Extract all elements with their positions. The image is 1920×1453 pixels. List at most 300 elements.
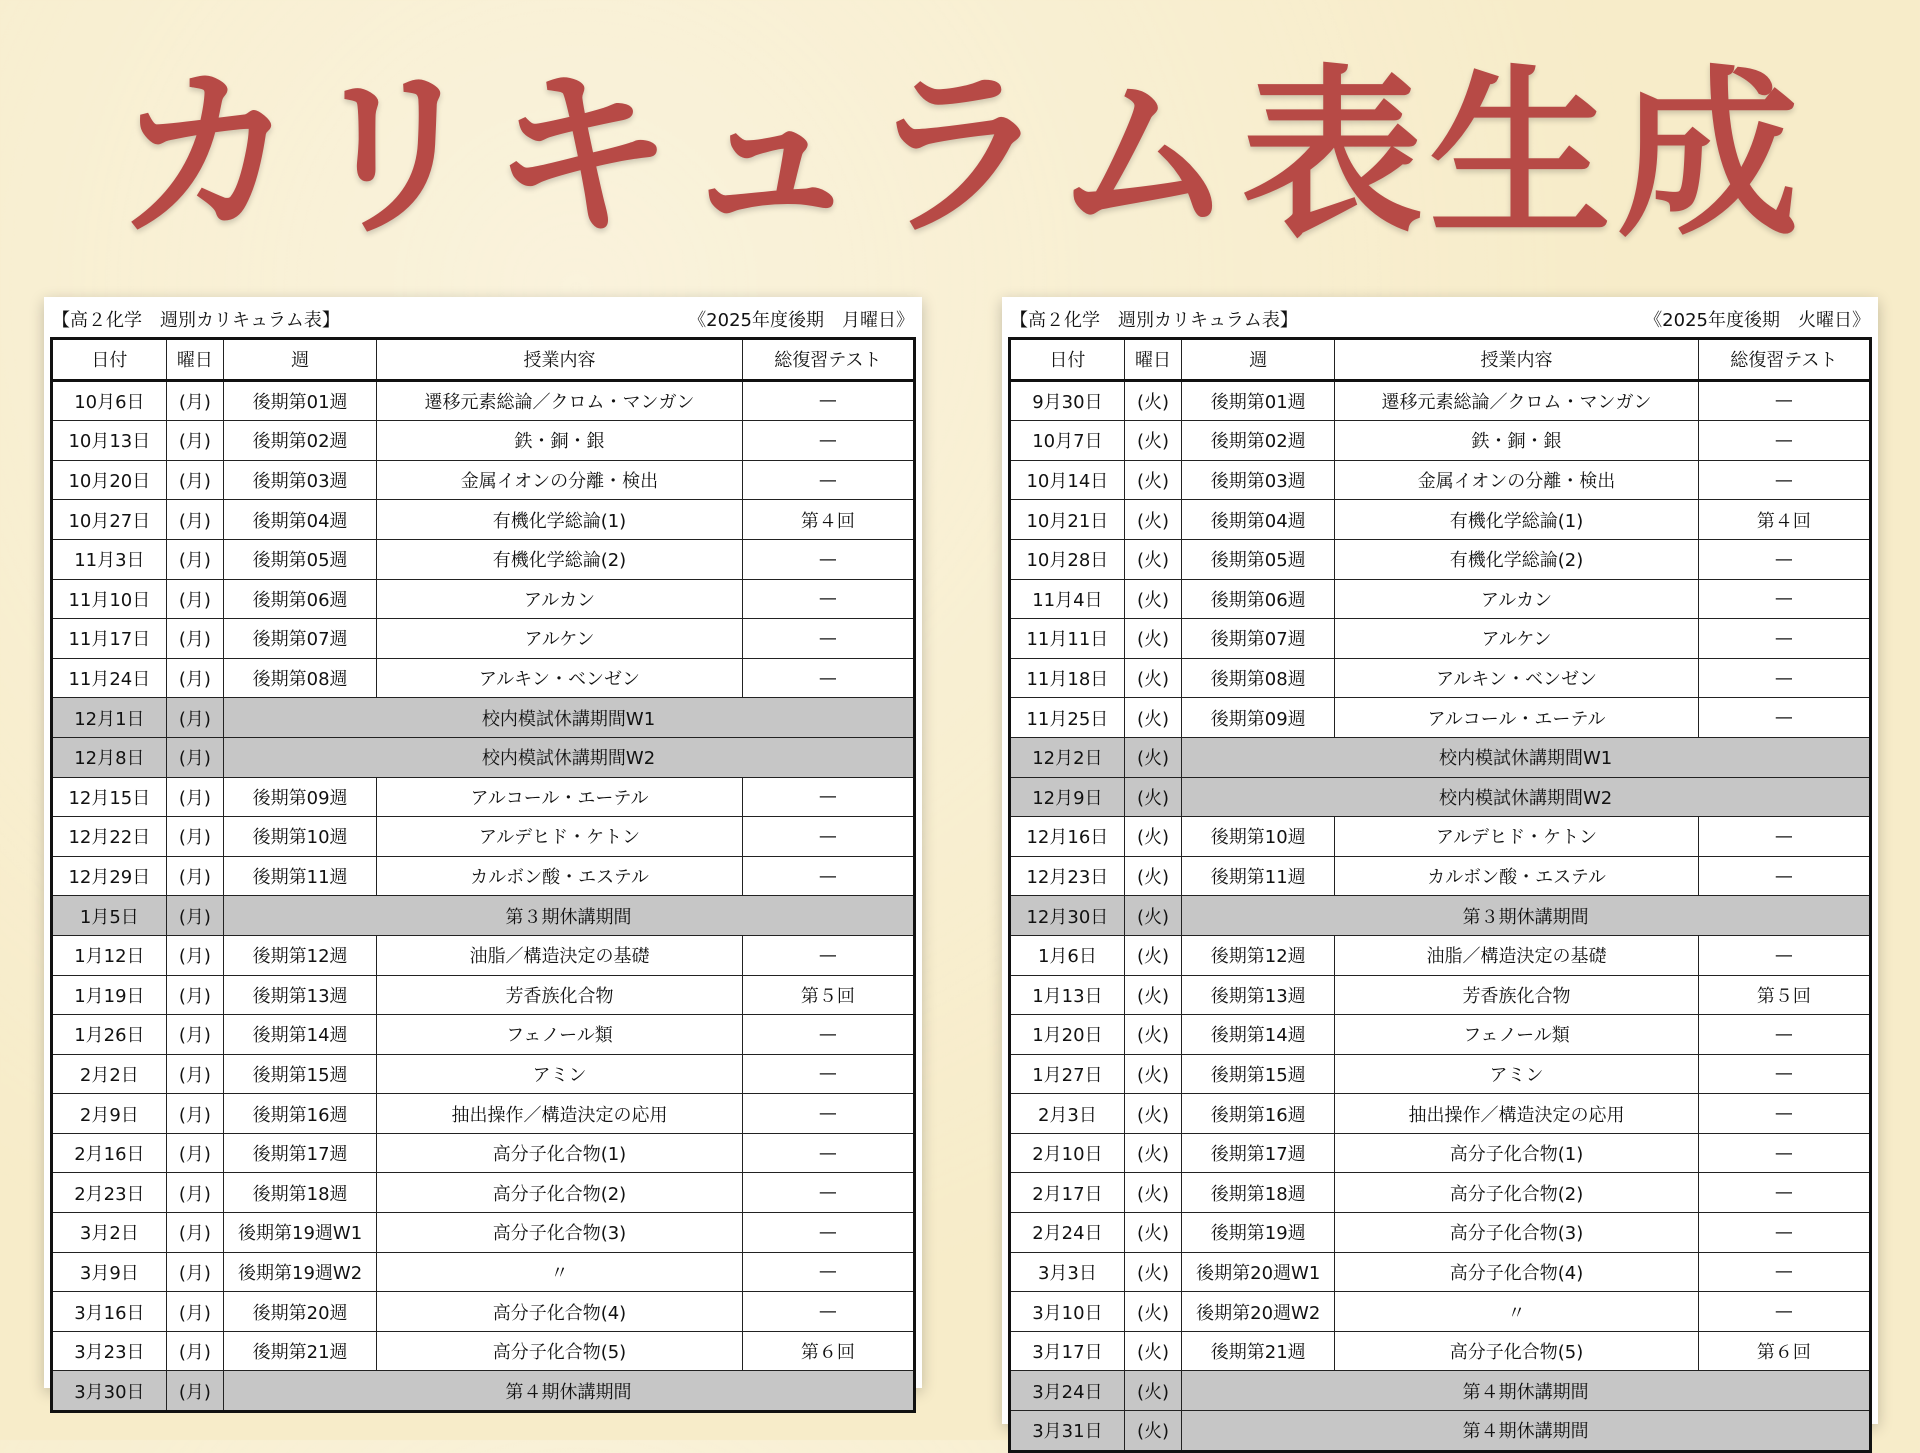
test-cell: —: [742, 579, 914, 619]
day-cell: (火): [1124, 856, 1181, 896]
test-cell: —: [742, 1252, 914, 1292]
test-cell: —: [742, 1015, 914, 1055]
test-cell: —: [742, 539, 914, 579]
content-cell: 遷移元素総論／クロム・マンガン: [377, 380, 743, 421]
break-cell: 校内模試休講期間W2: [224, 737, 915, 777]
table-body: [1010, 380, 1871, 1451]
break-row: [1010, 896, 1871, 936]
week-cell: 後期第19週W1: [224, 1213, 377, 1253]
test-cell: —: [742, 1292, 914, 1332]
date-cell: 3月10日: [1010, 1292, 1125, 1332]
break-cell: 第４期休講期間: [224, 1371, 915, 1412]
date-cell: 1月5日: [52, 896, 167, 936]
date-cell: 3月9日: [52, 1252, 167, 1292]
content-cell: 高分子化合物(3): [377, 1213, 743, 1253]
week-cell: 後期第18週: [1182, 1173, 1335, 1213]
table-row: [52, 1094, 915, 1134]
content-cell: アルキン・ベンゼン: [377, 658, 743, 698]
day-cell: (火): [1124, 1292, 1181, 1332]
break-row: [52, 896, 915, 936]
table-row: [52, 1331, 915, 1371]
day-cell: (月): [166, 579, 223, 619]
break-row: [1010, 777, 1871, 817]
table-row: [52, 539, 915, 579]
date-cell: 3月2日: [52, 1213, 167, 1253]
date-cell: 3月24日: [1010, 1371, 1125, 1411]
test-cell: —: [1698, 658, 1870, 698]
day-cell: (火): [1124, 658, 1181, 698]
week-cell: 後期第15週: [1182, 1054, 1335, 1094]
date-cell: 12月9日: [1010, 777, 1125, 817]
table-row: [1010, 1054, 1871, 1094]
table-row: [1010, 658, 1871, 698]
day-cell: (火): [1124, 421, 1181, 461]
content-cell: 油脂／構造決定の基礎: [377, 935, 743, 975]
panel-term: 《2025年度後期 火曜日》: [1644, 310, 1870, 331]
test-cell: —: [1698, 1173, 1870, 1213]
date-cell: 3月23日: [52, 1331, 167, 1371]
day-cell: (月): [166, 1173, 223, 1213]
panel-caption: 【高２化学 週別カリキュラム表】: [52, 310, 340, 331]
table-row: [1010, 579, 1871, 619]
day-cell: (月): [166, 1371, 223, 1412]
content-cell: アルカン: [1335, 579, 1699, 619]
date-cell: 12月15日: [52, 777, 167, 817]
day-cell: (月): [166, 935, 223, 975]
curriculum-table-monday: [50, 337, 916, 1413]
table-row: [52, 1054, 915, 1094]
table-row: [1010, 935, 1871, 975]
table-row: [52, 1173, 915, 1213]
test-cell: —: [1698, 1252, 1870, 1292]
day-cell: (火): [1124, 1054, 1181, 1094]
week-cell: 後期第01週: [1182, 380, 1335, 421]
break-cell: 第４期休講期間: [1182, 1411, 1871, 1452]
day-cell: (月): [166, 460, 223, 500]
content-cell: 有機化学総論(1): [377, 500, 743, 540]
day-cell: (月): [166, 1133, 223, 1173]
break-cell: 第３期休講期間: [224, 896, 915, 936]
day-cell: (火): [1124, 579, 1181, 619]
week-cell: 後期第05週: [1182, 539, 1335, 579]
date-cell: 3月31日: [1010, 1411, 1125, 1452]
week-cell: 後期第19週: [1182, 1213, 1335, 1253]
day-cell: (月): [166, 658, 223, 698]
week-cell: 後期第10週: [1182, 817, 1335, 857]
content-cell: 金属イオンの分離・検出: [377, 460, 743, 500]
week-cell: 後期第17週: [224, 1133, 377, 1173]
test-cell: —: [1698, 698, 1870, 738]
week-cell: 後期第11週: [1182, 856, 1335, 896]
content-cell: 高分子化合物(5): [377, 1331, 743, 1371]
test-cell: 第５回: [742, 975, 914, 1015]
date-cell: 2月24日: [1010, 1213, 1125, 1253]
day-cell: (月): [166, 1252, 223, 1292]
date-cell: 11月11日: [1010, 619, 1125, 659]
content-cell: アルキン・ベンゼン: [1335, 658, 1699, 698]
content-cell: フェノール類: [1335, 1015, 1699, 1055]
table-row: [52, 500, 915, 540]
date-cell: 11月25日: [1010, 698, 1125, 738]
date-cell: 10月6日: [52, 380, 167, 421]
date-cell: 10月28日: [1010, 539, 1125, 579]
date-cell: 11月4日: [1010, 579, 1125, 619]
week-cell: 後期第04週: [224, 500, 377, 540]
week-cell: 後期第06週: [224, 579, 377, 619]
col-header-day: 曜日: [166, 339, 223, 381]
table-row: [1010, 1015, 1871, 1055]
date-cell: 2月10日: [1010, 1133, 1125, 1173]
date-cell: 12月2日: [1010, 737, 1125, 777]
day-cell: (火): [1124, 935, 1181, 975]
table-row: [52, 1015, 915, 1055]
day-cell: (火): [1124, 1371, 1181, 1411]
week-cell: 後期第14週: [1182, 1015, 1335, 1055]
content-cell: 高分子化合物(2): [377, 1173, 743, 1213]
col-header-date: 日付: [1010, 339, 1125, 381]
date-cell: 2月3日: [1010, 1094, 1125, 1134]
day-cell: (火): [1124, 817, 1181, 857]
week-cell: 後期第20週W1: [1182, 1252, 1335, 1292]
week-cell: 後期第05週: [224, 539, 377, 579]
content-cell: アルデヒド・ケトン: [1335, 817, 1699, 857]
day-cell: (火): [1124, 1094, 1181, 1134]
break-row: [1010, 1371, 1871, 1411]
date-cell: 11月18日: [1010, 658, 1125, 698]
content-cell: アミン: [1335, 1054, 1699, 1094]
date-cell: 3月16日: [52, 1292, 167, 1332]
table-body: [52, 380, 915, 1411]
col-header-week: 週: [1182, 339, 1335, 381]
date-cell: 1月6日: [1010, 935, 1125, 975]
test-cell: —: [742, 460, 914, 500]
table-row: [52, 975, 915, 1015]
date-cell: 2月9日: [52, 1094, 167, 1134]
date-cell: 10月27日: [52, 500, 167, 540]
table-row: [1010, 1133, 1871, 1173]
test-cell: —: [742, 1173, 914, 1213]
test-cell: —: [1698, 539, 1870, 579]
day-cell: (火): [1124, 1411, 1181, 1452]
table-row: [52, 380, 915, 421]
table-row: [1010, 856, 1871, 896]
date-cell: 12月30日: [1010, 896, 1125, 936]
week-cell: 後期第16週: [1182, 1094, 1335, 1134]
table-row: [1010, 539, 1871, 579]
date-cell: 12月22日: [52, 817, 167, 857]
panel-term: 《2025年度後期 月曜日》: [688, 310, 914, 331]
week-cell: 後期第21週: [224, 1331, 377, 1371]
day-cell: (月): [166, 975, 223, 1015]
test-cell: 第６回: [742, 1331, 914, 1371]
content-cell: 高分子化合物(4): [1335, 1252, 1699, 1292]
test-cell: —: [1698, 1133, 1870, 1173]
table-row: [1010, 619, 1871, 659]
day-cell: (月): [166, 1213, 223, 1253]
date-cell: 9月30日: [1010, 380, 1125, 421]
test-cell: —: [1698, 579, 1870, 619]
test-cell: 第６回: [1698, 1331, 1870, 1371]
date-cell: 11月24日: [52, 658, 167, 698]
table-row: [1010, 1173, 1871, 1213]
test-cell: —: [742, 935, 914, 975]
date-cell: 11月17日: [52, 619, 167, 659]
week-cell: 後期第08週: [224, 658, 377, 698]
test-cell: —: [742, 658, 914, 698]
col-header-week: 週: [224, 339, 377, 381]
table-row: [52, 1292, 915, 1332]
test-cell: —: [742, 1133, 914, 1173]
date-cell: 1月26日: [52, 1015, 167, 1055]
test-cell: —: [742, 619, 914, 659]
col-header-test: 総復習テスト: [1698, 339, 1870, 381]
date-cell: 2月16日: [52, 1133, 167, 1173]
date-cell: 12月1日: [52, 698, 167, 738]
test-cell: —: [1698, 460, 1870, 500]
test-cell: —: [742, 1094, 914, 1134]
day-cell: (月): [166, 500, 223, 540]
week-cell: 後期第07週: [1182, 619, 1335, 659]
test-cell: —: [742, 1213, 914, 1253]
test-cell: —: [1698, 1213, 1870, 1253]
break-cell: 校内模試休講期間W1: [1182, 737, 1871, 777]
table-header-row: [1010, 339, 1871, 381]
curriculum-panel-tuesday: [1002, 297, 1878, 1443]
table-row: [1010, 975, 1871, 1015]
week-cell: 後期第06週: [1182, 579, 1335, 619]
day-cell: (火): [1124, 539, 1181, 579]
date-cell: 1月13日: [1010, 975, 1125, 1015]
date-cell: 10月14日: [1010, 460, 1125, 500]
content-cell: 〃: [377, 1252, 743, 1292]
day-cell: (月): [166, 896, 223, 936]
day-cell: (月): [166, 619, 223, 659]
table-row: [52, 777, 915, 817]
content-cell: 有機化学総論(1): [1335, 500, 1699, 540]
test-cell: —: [742, 777, 914, 817]
test-cell: —: [1698, 856, 1870, 896]
table-row: [52, 817, 915, 857]
test-cell: —: [1698, 817, 1870, 857]
day-cell: (火): [1124, 698, 1181, 738]
test-cell: —: [1698, 1292, 1870, 1332]
week-cell: 後期第09週: [224, 777, 377, 817]
date-cell: 1月19日: [52, 975, 167, 1015]
test-cell: —: [742, 1054, 914, 1094]
break-cell: 第４期休講期間: [1182, 1371, 1871, 1411]
content-cell: 抽出操作／構造決定の応用: [377, 1094, 743, 1134]
week-cell: 後期第13週: [224, 975, 377, 1015]
date-cell: 10月7日: [1010, 421, 1125, 461]
content-cell: フェノール類: [377, 1015, 743, 1055]
content-cell: アルデヒド・ケトン: [377, 817, 743, 857]
col-header-content: 授業内容: [1335, 339, 1699, 381]
week-cell: 後期第12週: [1182, 935, 1335, 975]
content-cell: アルコール・エーテル: [377, 777, 743, 817]
table-row: [1010, 380, 1871, 421]
week-cell: 後期第01週: [224, 380, 377, 421]
table-row: [52, 658, 915, 698]
table-row: [52, 856, 915, 896]
table-header-row: [52, 339, 915, 381]
test-cell: —: [1698, 380, 1870, 421]
content-cell: 高分子化合物(4): [377, 1292, 743, 1332]
date-cell: 1月27日: [1010, 1054, 1125, 1094]
date-cell: 3月3日: [1010, 1252, 1125, 1292]
content-cell: 遷移元素総論／クロム・マンガン: [1335, 380, 1699, 421]
table-row: [52, 935, 915, 975]
day-cell: (火): [1124, 1173, 1181, 1213]
content-cell: カルボン酸・エステル: [1335, 856, 1699, 896]
day-cell: (月): [166, 856, 223, 896]
curriculum-table-tuesday: [1008, 337, 1872, 1453]
panel-header: [50, 301, 916, 337]
week-cell: 後期第21週: [1182, 1331, 1335, 1371]
week-cell: 後期第03週: [224, 460, 377, 500]
day-cell: (月): [166, 1015, 223, 1055]
table-row: [1010, 421, 1871, 461]
day-cell: (月): [166, 421, 223, 461]
week-cell: 後期第13週: [1182, 975, 1335, 1015]
test-cell: 第４回: [1698, 500, 1870, 540]
table-row: [52, 1133, 915, 1173]
panel-caption: 【高２化学 週別カリキュラム表】: [1010, 310, 1298, 331]
date-cell: 10月20日: [52, 460, 167, 500]
week-cell: 後期第18週: [224, 1173, 377, 1213]
date-cell: 12月16日: [1010, 817, 1125, 857]
week-cell: 後期第03週: [1182, 460, 1335, 500]
day-cell: (月): [166, 817, 223, 857]
col-header-test: 総復習テスト: [742, 339, 914, 381]
content-cell: 高分子化合物(1): [377, 1133, 743, 1173]
break-row: [52, 698, 915, 738]
date-cell: 1月20日: [1010, 1015, 1125, 1055]
test-cell: 第４回: [742, 500, 914, 540]
break-cell: 校内模試休講期間W1: [224, 698, 915, 738]
content-cell: 芳香族化合物: [1335, 975, 1699, 1015]
week-cell: 後期第10週: [224, 817, 377, 857]
day-cell: (火): [1124, 500, 1181, 540]
curriculum-panel-monday: [44, 297, 922, 1403]
table-row: [1010, 1213, 1871, 1253]
week-cell: 後期第20週W2: [1182, 1292, 1335, 1332]
test-cell: —: [1698, 421, 1870, 461]
content-cell: カルボン酸・エステル: [377, 856, 743, 896]
day-cell: (火): [1124, 777, 1181, 817]
table-row: [52, 1213, 915, 1253]
table-row: [52, 619, 915, 659]
test-cell: —: [742, 856, 914, 896]
table-row: [1010, 1292, 1871, 1332]
content-cell: アルケン: [1335, 619, 1699, 659]
col-header-day: 曜日: [1124, 339, 1181, 381]
table-row: [1010, 500, 1871, 540]
date-cell: 2月17日: [1010, 1173, 1125, 1213]
test-cell: —: [742, 817, 914, 857]
date-cell: 2月2日: [52, 1054, 167, 1094]
break-row: [1010, 737, 1871, 777]
table-row: [1010, 1252, 1871, 1292]
table-row: [1010, 460, 1871, 500]
week-cell: 後期第04週: [1182, 500, 1335, 540]
week-cell: 後期第17週: [1182, 1133, 1335, 1173]
date-cell: 12月29日: [52, 856, 167, 896]
week-cell: 後期第12週: [224, 935, 377, 975]
date-cell: 12月8日: [52, 737, 167, 777]
content-cell: アミン: [377, 1054, 743, 1094]
week-cell: 後期第20週: [224, 1292, 377, 1332]
break-row: [52, 737, 915, 777]
day-cell: (月): [166, 698, 223, 738]
test-cell: —: [1698, 1054, 1870, 1094]
content-cell: 有機化学総論(2): [377, 539, 743, 579]
day-cell: (火): [1124, 619, 1181, 659]
content-cell: 高分子化合物(3): [1335, 1213, 1699, 1253]
content-cell: 油脂／構造決定の基礎: [1335, 935, 1699, 975]
content-cell: 高分子化合物(1): [1335, 1133, 1699, 1173]
table-row: [52, 421, 915, 461]
table-row: [1010, 1094, 1871, 1134]
panel-header: [1008, 301, 1872, 337]
week-cell: 後期第07週: [224, 619, 377, 659]
week-cell: 後期第08週: [1182, 658, 1335, 698]
week-cell: 後期第09週: [1182, 698, 1335, 738]
table-row: [1010, 817, 1871, 857]
date-cell: 11月10日: [52, 579, 167, 619]
test-cell: 第５回: [1698, 975, 1870, 1015]
content-cell: 金属イオンの分離・検出: [1335, 460, 1699, 500]
day-cell: (月): [166, 1292, 223, 1332]
col-header-content: 授業内容: [377, 339, 743, 381]
test-cell: —: [742, 421, 914, 461]
test-cell: —: [1698, 619, 1870, 659]
test-cell: —: [742, 380, 914, 421]
day-cell: (火): [1124, 975, 1181, 1015]
week-cell: 後期第02週: [1182, 421, 1335, 461]
break-cell: 第３期休講期間: [1182, 896, 1871, 936]
day-cell: (月): [166, 380, 223, 421]
table-row: [52, 1252, 915, 1292]
content-cell: 〃: [1335, 1292, 1699, 1332]
test-cell: —: [1698, 1015, 1870, 1055]
content-cell: 高分子化合物(2): [1335, 1173, 1699, 1213]
week-cell: 後期第11週: [224, 856, 377, 896]
date-cell: 10月13日: [52, 421, 167, 461]
day-cell: (火): [1124, 1213, 1181, 1253]
day-cell: (火): [1124, 380, 1181, 421]
break-row: [1010, 1411, 1871, 1452]
day-cell: (火): [1124, 1331, 1181, 1371]
day-cell: (火): [1124, 896, 1181, 936]
content-cell: 鉄・銅・銀: [377, 421, 743, 461]
break-row: [52, 1371, 915, 1412]
date-cell: 1月12日: [52, 935, 167, 975]
day-cell: (火): [1124, 460, 1181, 500]
test-cell: —: [1698, 935, 1870, 975]
content-cell: 抽出操作／構造決定の応用: [1335, 1094, 1699, 1134]
day-cell: (月): [166, 1331, 223, 1371]
content-cell: アルカン: [377, 579, 743, 619]
day-cell: (月): [166, 737, 223, 777]
content-cell: 高分子化合物(5): [1335, 1331, 1699, 1371]
day-cell: (月): [166, 1094, 223, 1134]
content-cell: 有機化学総論(2): [1335, 539, 1699, 579]
content-cell: 鉄・銅・銀: [1335, 421, 1699, 461]
col-header-date: 日付: [52, 339, 167, 381]
table-row: [1010, 1331, 1871, 1371]
day-cell: (火): [1124, 1015, 1181, 1055]
day-cell: (火): [1124, 737, 1181, 777]
